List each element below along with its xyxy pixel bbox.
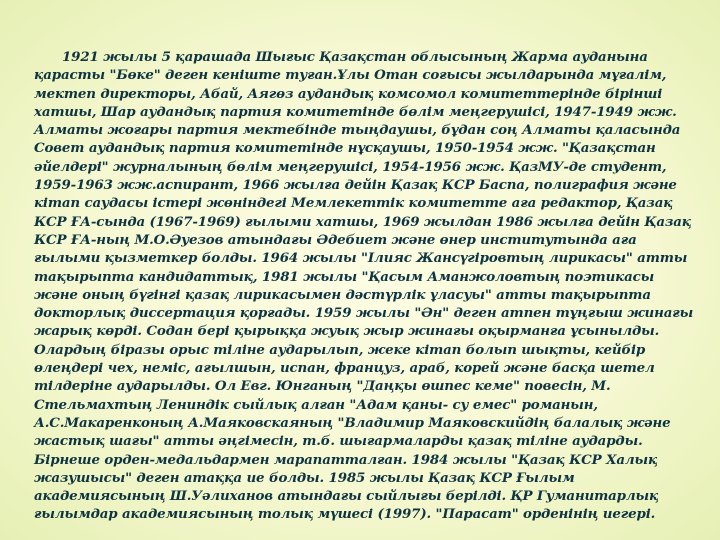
biography-paragraph: 1921 жылы 5 қарашада Шығыс Қазақстан облысының Жарма ауданына қарасты "Бөке" деген кеніште туған.Ұлы Отан соғысы жылдарында мұғалім, мектеп директоры, Абай, Аягөз аудандық комсомол комитеттерінде бірінші хатшы, Шар аудандық партия комитетінде бөлім меңгерушісі, 1947-1949 жж. Алматы жоғары партия мектебінде тыңдаушы, бұдан соң Алматы қаласында Совет аудандық партия комитетінде нұсқаушы, 1950-1954 жж. "Қазақстан әйелдері" журналының бөлім меңгерушісі, 1954-1956 жж. ҚазМУ-де студент, 1959-1963 жж.аспирант, 1966 жылға дейін Қазақ КСР Баспа, полиграфия және кітап саудасы істері жөніндегі Мемлекеттік комитетте аға редактор, Қазақ КСР ҒА-сында (1967-1969) ғылыми хатшы, 1969 жылдан 1986 жылға дейін Қазақ КСР ҒА-ның М.О.Әуезов атындағы Әдебиет және өнер институтында аға ғылыми қызметкер болды. 1964 жылы "Ілияс Жансүгіровтың лирикасы" атты тақырыпта кандидаттық, 1981 жылы "Қасым Аманжоловтың поэтикасы және оның бүгінгі қазақ лирикасымен дәстүрлік ұласуы" атты тақырыпта докторлық диссертация қорғады. 1959 жылы "Ән" деген атпен тұңғыш жинағы жарық көрді. Содан бері қырыққа жуық жыр жинағы оқырманға ұсынылды. Олардың біразы орыс тіліне аударылып, жеке кітап болып шықты, кейбір өлеңдері чех, неміс, ағылшын, испан, француз, араб, корей және басқа шетел тілдеріне аударылды. Ол Евг. Юнганың "Даңқы өшпес кеме" повесін, М. Стельмахтың Лениндік сыйлық алған "Адам қаны- су емес" романын, А.С.Макаренконың А.Маяковскаяның "Владимир Маяковскийдің балалық және жастық шағы" атты әңгімесін, т.б. шығармаларды қазақ тіліне аударды. Бірнеше орден-медальдармен марапатталған. 1984 жылы "Қазақ КСР Халық жазушысы" деген атаққа ие болды. 1985 жылы Қазақ КСР Ғылым академиясының Ш.Уәлиханов атындағы сыйлығы берілді. ҚР Гуманитарлық ғылымдар академиясының толық мүшесі (1997). "Парасат" орденінің иегері.: [34, 49, 694, 523]
